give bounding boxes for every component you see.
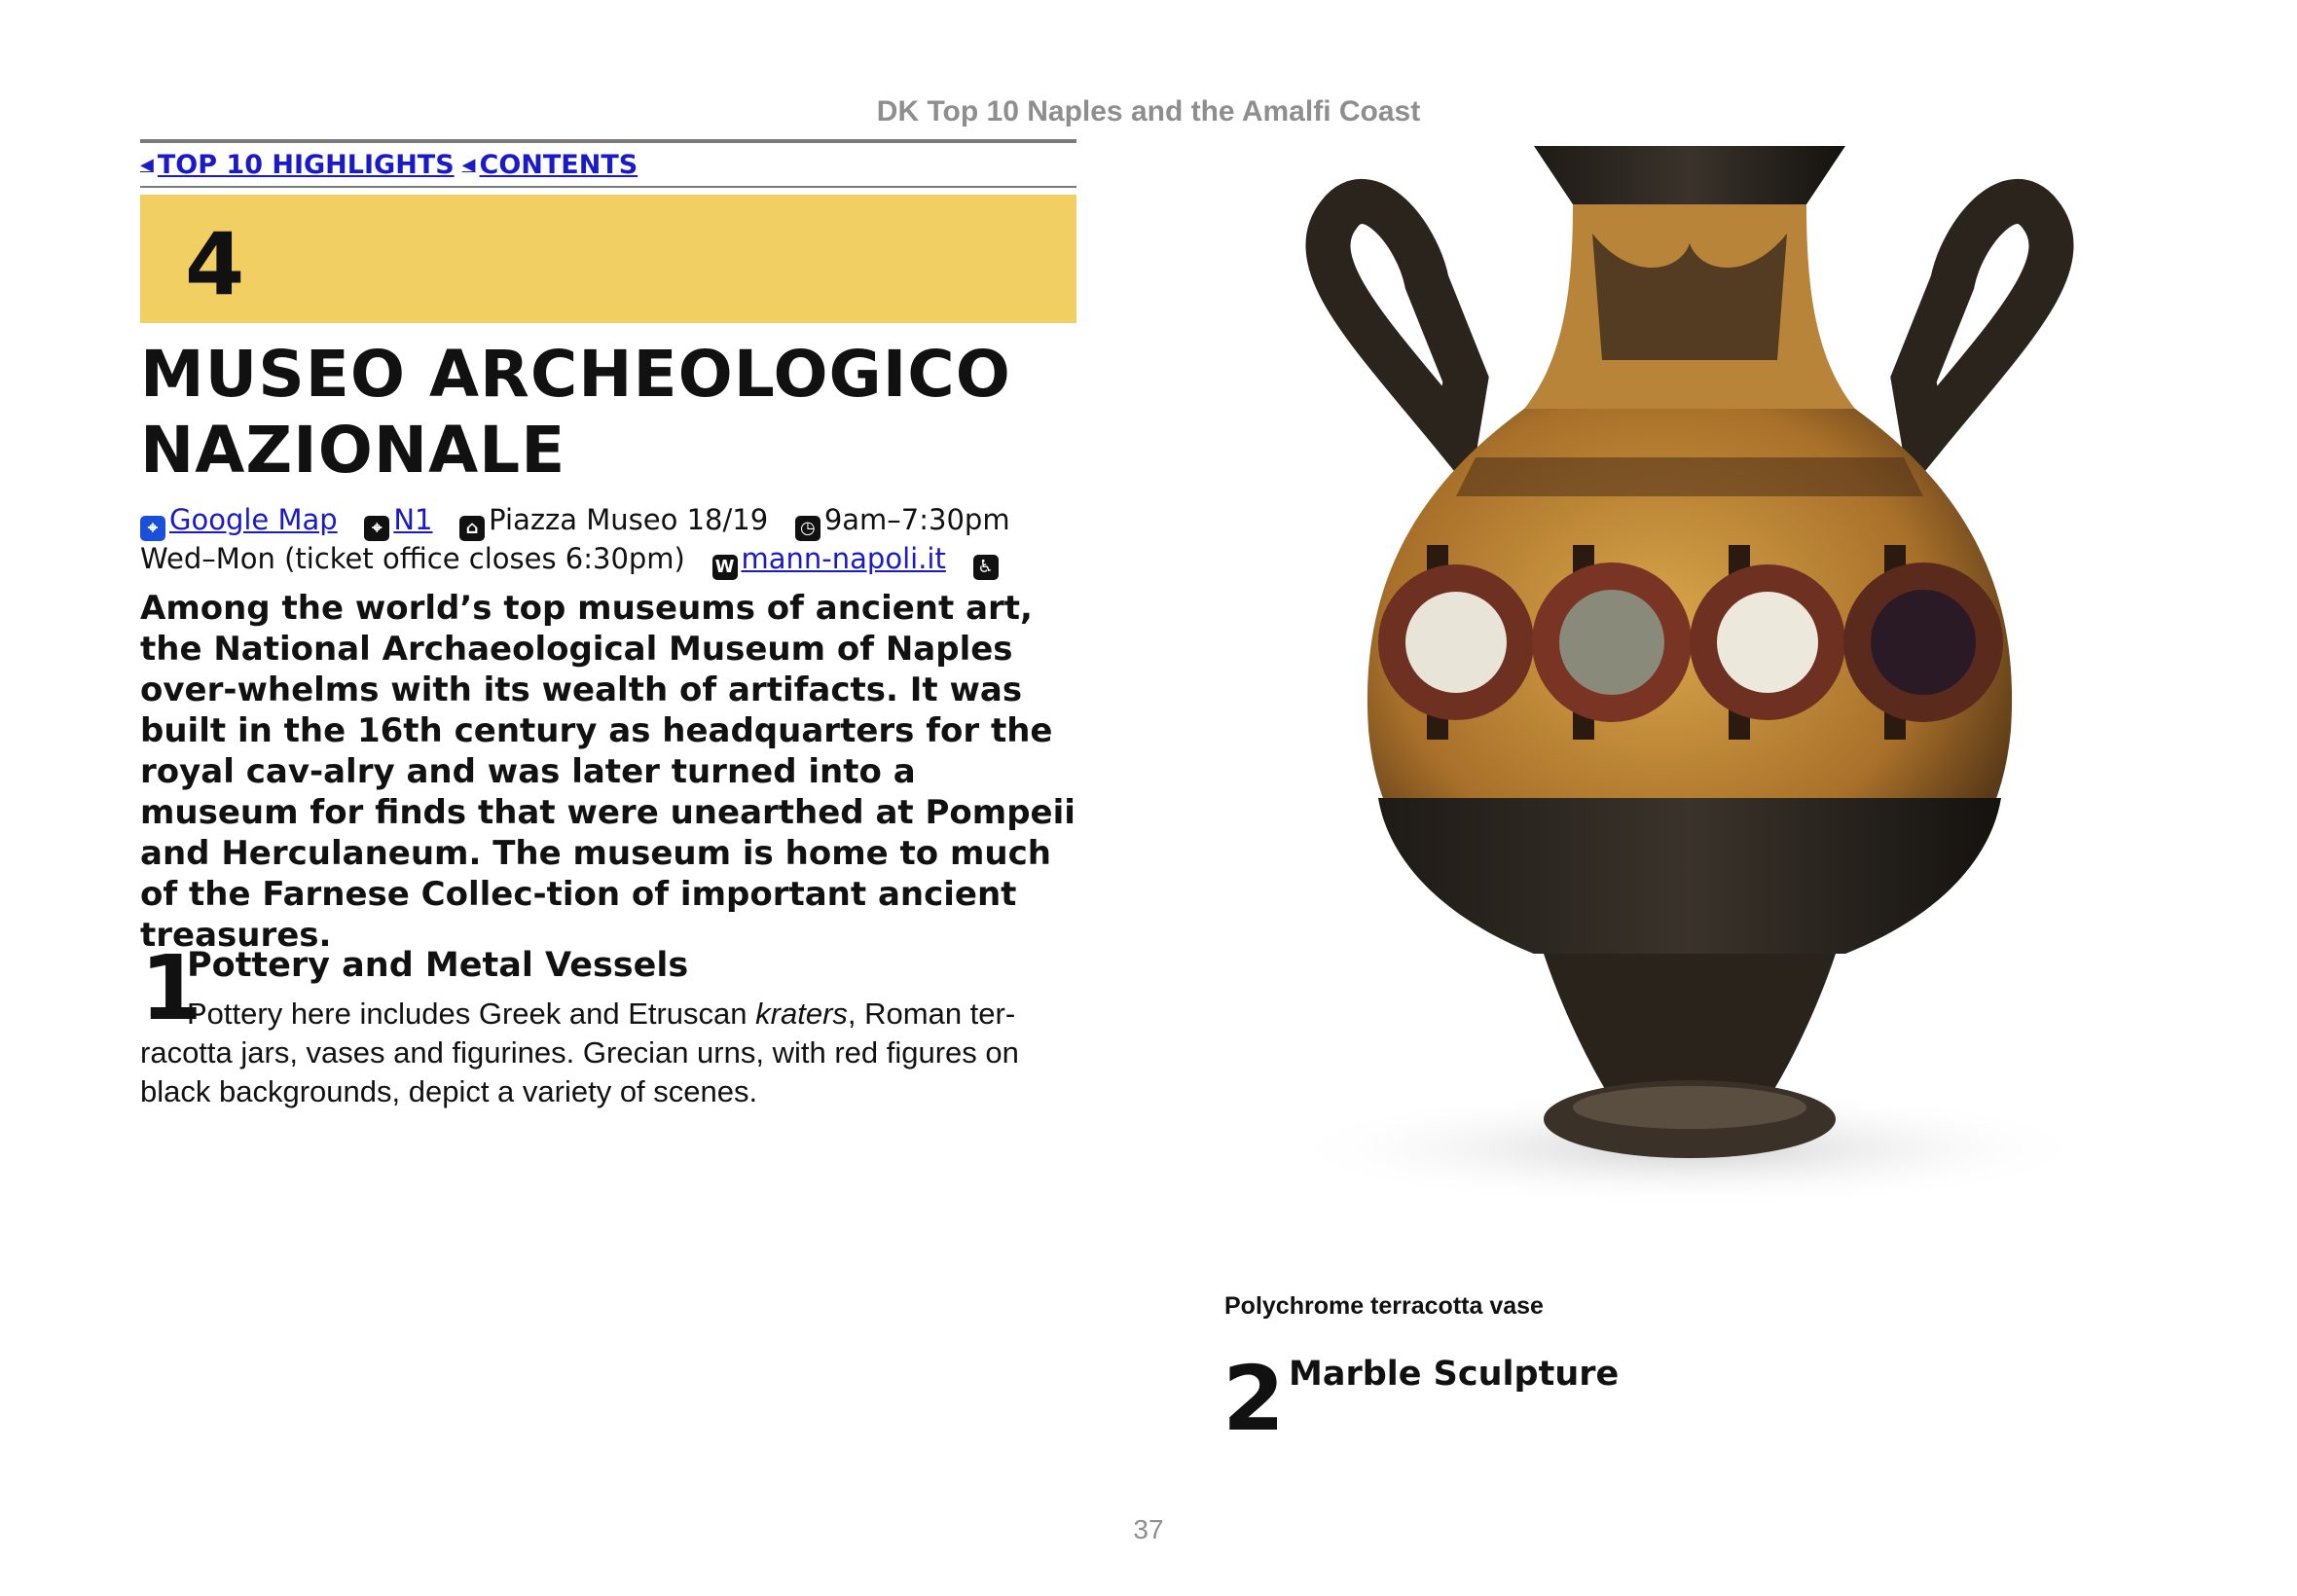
entry-number-band	[140, 195, 1076, 323]
vase-illustration	[1222, 136, 2157, 1226]
contents-label: CONTENTS	[479, 149, 638, 180]
map-pin-icon: ⌖	[140, 516, 165, 541]
item-body: Pottery here includes Greek and Etruscan kraters, Roman ter-racotta jars, vases and figurines. Grecian urns, with red figures on black backgrounds, depict a variety of scenes.	[140, 997, 1019, 1108]
page-title	[140, 337, 1076, 489]
clock-icon: ◷	[795, 516, 820, 541]
google-map-link[interactable]: ⌖ Google Map	[140, 503, 338, 536]
back-triangle-icon: ◀	[461, 154, 476, 175]
opening-days: Wed–Mon (ticket office closes 6:30pm)	[140, 542, 685, 575]
title-line-2: NAZIONALE	[140, 413, 566, 488]
map-pin-icon: ⌖	[364, 516, 389, 541]
intro-paragraph: Among the world’s top museums of ancient art, the National Archaeological Museum of Naples over-whelms with its wealth of artifacts. It was built in the 16th century as headquarters for the royal cav-alry and was later turned into a museum for finds that were unearthed at Pompeii and Herculaneum. The museum is home to much of the Farnese Collec-tion of important ancient treasures.	[140, 589, 1076, 955]
vase-image	[1222, 136, 2157, 1226]
book-title: DK Top 10 Naples and the Amalfi Coast	[876, 95, 1421, 127]
list-item	[1222, 1347, 1904, 1462]
grid-ref-link[interactable]: N1	[393, 503, 433, 536]
entry-number: 4	[185, 214, 245, 314]
address: Piazza Museo 18/19	[489, 503, 769, 536]
accessibility-icon: ♿	[973, 555, 999, 580]
back-triangle-icon: ◀	[140, 154, 154, 175]
top10-highlights-link[interactable]	[140, 150, 455, 180]
website-link[interactable]: mann-napoli.it	[741, 542, 946, 575]
opening-hours: 9am–7:30pm	[823, 503, 1010, 536]
item-title: Marble Sculpture	[1289, 1355, 1620, 1394]
nav-bar	[140, 139, 1076, 188]
item-number: 2	[1222, 1347, 1286, 1451]
item-title: Pottery and Metal Vessels	[187, 946, 689, 985]
contents-link[interactable]	[462, 150, 638, 180]
home-icon: ⌂	[459, 516, 485, 541]
page-number: 37	[1133, 1514, 1164, 1544]
web-icon: W	[712, 555, 738, 580]
image-caption: Polychrome terracotta vase	[1224, 1292, 1544, 1320]
top10-highlights-label: TOP 10 HIGHLIGHTS	[157, 149, 455, 180]
title-line-1: MUSEO ARCHEOLOGICO	[140, 337, 1011, 412]
visitor-info	[140, 502, 1075, 580]
item-number: 1	[140, 936, 203, 1040]
